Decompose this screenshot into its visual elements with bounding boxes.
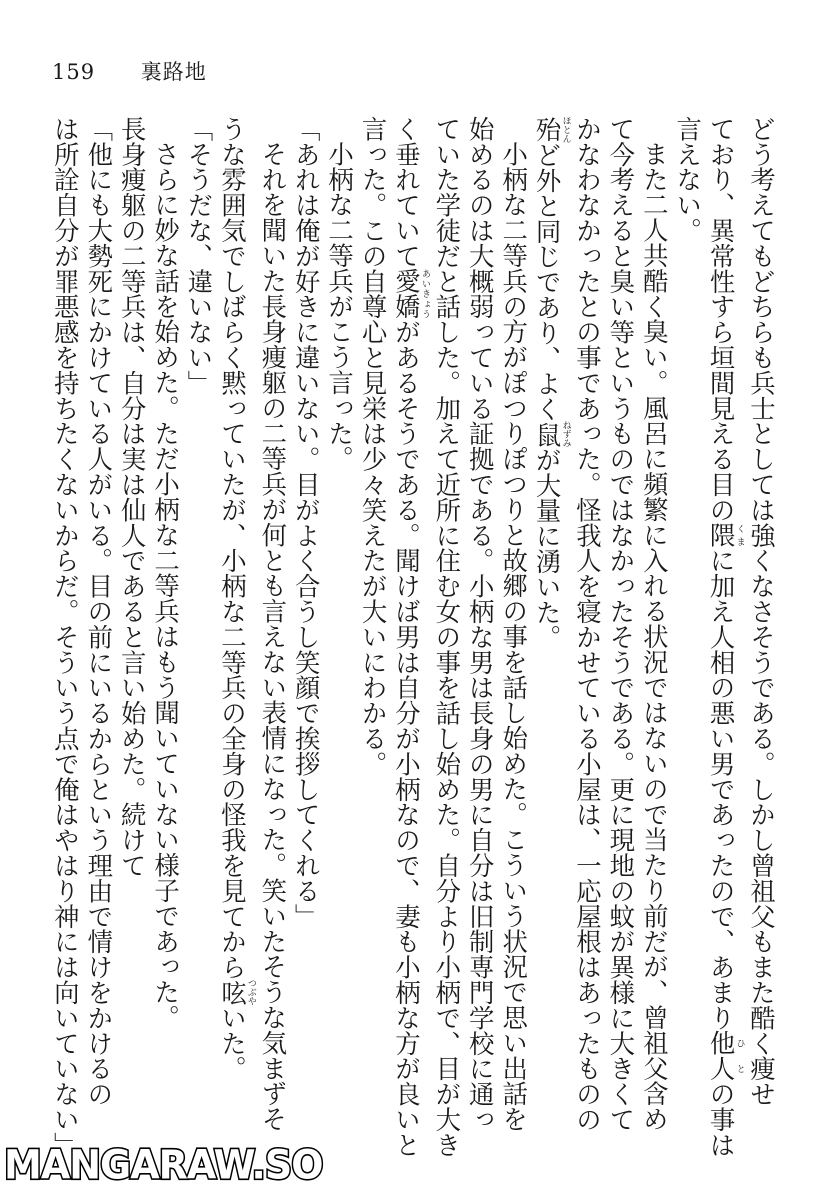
watermark-logo: MANGARAW.SO (4, 1141, 323, 1189)
text-line (604, 116, 637, 1132)
ruby-word (217, 978, 256, 1006)
text-line (289, 116, 322, 1116)
text-segment: 小柄な二等兵の方がぽつりぽつりと故郷の事を話し始めた。こういう状況で思い出話を (499, 141, 530, 1132)
ruby-base: 隈 (706, 522, 737, 548)
text-line (390, 116, 430, 1158)
ruby-base: 愛嬌 (391, 268, 422, 320)
text-segment: 始めるのは大概弱っている証拠である。小柄な男は長身の男に自分は旧制専門学校に通っ (465, 116, 496, 1132)
ruby-word (706, 522, 745, 548)
text-line (637, 116, 670, 1132)
text-line (48, 116, 81, 1158)
text-segment: どう考えてもどちらも兵士としては強くなさそうである。しかし曾祖父もまた酷く痩せ (747, 116, 777, 1107)
ruby-word (532, 420, 571, 448)
chapter-title: 裏路地 (140, 60, 207, 84)
text-line (356, 116, 389, 1116)
text-line (571, 116, 604, 1132)
text-segment: 長身痩躯の二等兵は、自分は実は仙人であると言い始めた。続けて (117, 116, 148, 878)
text-line (497, 116, 530, 1132)
text-line (82, 116, 115, 1116)
page-number: 159 (52, 60, 96, 84)
text-line (530, 116, 570, 1116)
text-segment: ど外と同じであり、よく (532, 142, 563, 422)
ruby-reading: ほとん (560, 116, 571, 143)
ruby-reading: つぶや (245, 978, 256, 1006)
text-line (149, 116, 182, 1116)
running-header (52, 56, 207, 86)
text-segment: うな雰囲気でしばらく黙っていたが、小柄な二等兵の全身の怪我を見てから (217, 116, 248, 980)
ruby-base: 他人 (706, 1030, 737, 1082)
text-segment: また二人共酷く臭い。風呂に頻繁に入れる状況ではないので当たり前だが、曾祖父含め (639, 141, 670, 1132)
text-segment: に加え人相の悪い男であったので、あまり (706, 547, 737, 1031)
text-segment: さらに妙な話を始めた。ただ小柄な二等兵はもう聞いていない様子であった。 (151, 141, 182, 1031)
text-line (430, 116, 463, 1158)
text-segment: 言った。この自尊心と見栄は少々笑えたが大いにわかる。 (358, 116, 389, 777)
ruby-reading: くま (734, 522, 745, 548)
text-segment: の事は (706, 1081, 737, 1158)
ruby-reading: あいきょう (419, 268, 430, 320)
body-text (50, 116, 778, 1158)
ruby-reading: ひと (734, 1030, 745, 1082)
ruby-base: 鼠 (532, 420, 563, 448)
text-segment: く垂れていて (391, 116, 422, 269)
text-line (256, 116, 289, 1132)
ruby-word (532, 116, 571, 143)
text-segment: が大量に湧いた。 (532, 447, 563, 651)
text-line (216, 116, 256, 1116)
ruby-base: 呟 (217, 978, 248, 1006)
text-segment: があるそうである。聞けば男は自分が小柄なので、妻も小柄な方が良いと (391, 319, 422, 1158)
text-line (182, 116, 215, 1116)
ruby-reading: ねずみ (560, 420, 571, 448)
text-segment: いた。 (217, 1005, 248, 1082)
text-line (323, 116, 356, 1116)
text-line (115, 116, 148, 1116)
ruby-base: 殆 (532, 116, 563, 143)
text-segment: 「他にも大勢死にかけている人がいる。目の前にいるからという理由で情けをかけるの (84, 116, 115, 1107)
text-line (745, 116, 778, 1116)
text-segment: かなわなかったとの事であった。怪我人を寝かせている小屋は、一応屋根はあったものの (572, 116, 603, 1132)
ruby-word (706, 1030, 745, 1082)
text-line (463, 116, 496, 1132)
text-segment: 「あれは俺が好きに違いない。目がよく合うし笑顔で挨拶してくれる」 (291, 116, 322, 929)
text-segment: ており、異常性すら垣間見える目の (706, 116, 737, 523)
text-segment: ていた学徒だと話した。加えて近所に住む女の事を話し始めた。自分より小柄で、目が大き (432, 116, 463, 1158)
text-segment: は所詮自分が罪悪感を持ちたくないからだ。そういう点で俺はやはり神には向いていない」 (50, 116, 81, 1158)
text-line (671, 116, 704, 1116)
text-line (704, 116, 745, 1158)
text-segment: それを聞いた長身痩躯の二等兵が何とも言えない表情になった。笑いたそうな気まずそ (258, 141, 289, 1132)
text-segment: て今考えると臭い等というものではなかったそうである。更に現地の蚊が異様に大きくて (606, 116, 637, 1132)
text-segment: 言えない。 (673, 116, 704, 243)
text-segment: 小柄な二等兵がこう言った。 (325, 141, 356, 472)
text-segment: 「そうだな、違いない」 (184, 116, 215, 396)
ruby-word (391, 268, 430, 320)
